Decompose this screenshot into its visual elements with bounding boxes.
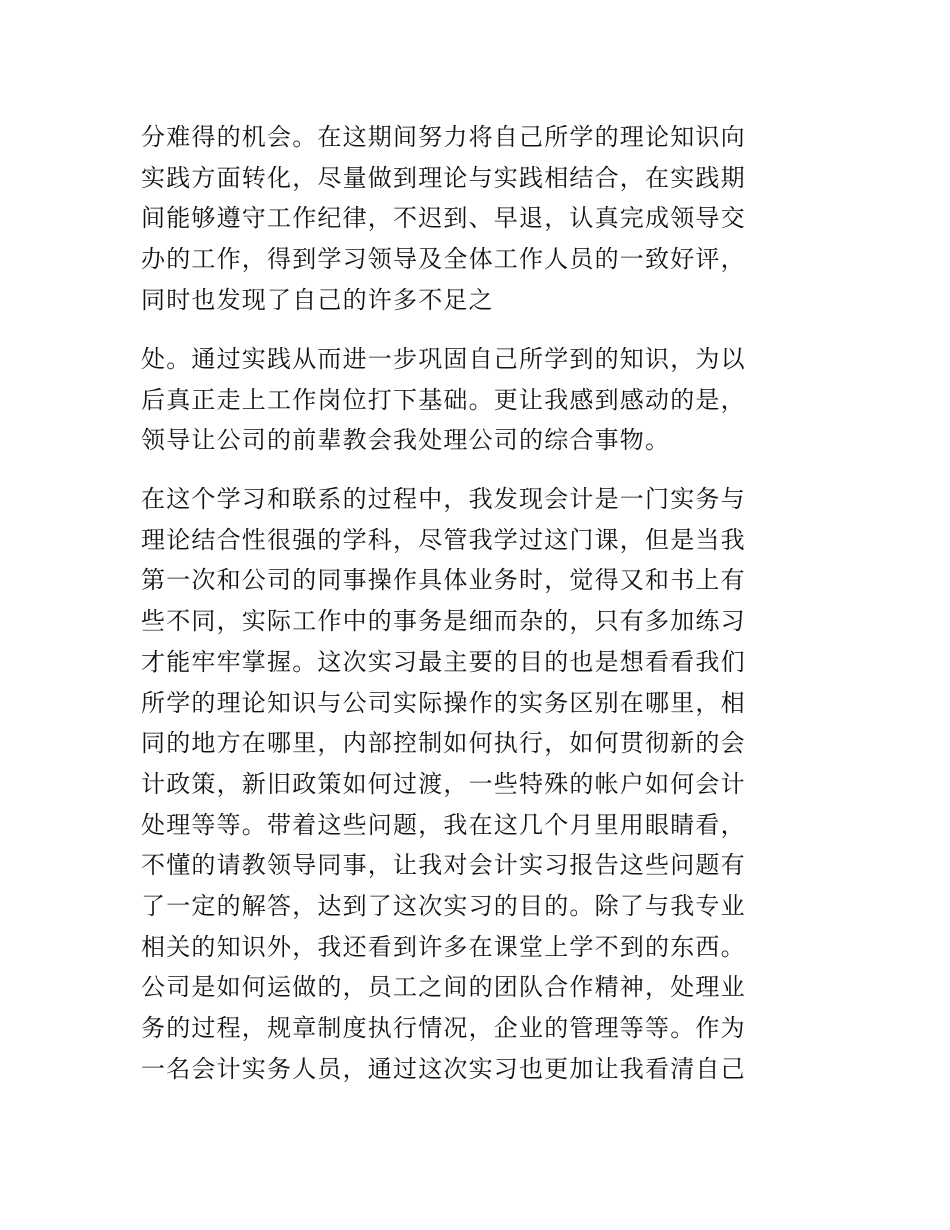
text-line: 同的地方在哪里，内部控制如何执行，如何贯彻新的会 (141, 729, 746, 758)
text-line: 计政策，新旧政策如何过渡，一些特殊的帐户如何会计 (141, 769, 746, 798)
paragraph (141, 339, 801, 461)
text-line: 公司是如何运做的，员工之间的团队合作精神，处理业 (141, 973, 746, 1002)
text-line: 在这个学习和联系的过程中，我发现会计是一门实务与 (141, 485, 746, 513)
text-line: 处。通过实践从而进一步巩固自己所学到的知识，为以 (141, 345, 746, 373)
paragraph (141, 479, 801, 1090)
text-line: 理论结合性很强的学科，尽管我学过这门课，但是当我 (141, 525, 746, 554)
text-line: 才能牢牢掌握。这次实习最主要的目的也是想看看我们 (141, 647, 746, 676)
text-line: 第一次和公司的同事操作具体业务时，觉得又和书上有 (141, 566, 746, 595)
text-line: 所学的理论知识与公司实际操作的实务区别在哪里，相 (141, 688, 746, 717)
text-line: 间能够遵守工作纪律，不迟到、早退，认真完成领导交 (141, 204, 746, 233)
text-line: 务的过程，规章制度执行情况，企业的管理等等。作为 (141, 1014, 746, 1043)
text-line: 分难得的机会。在这期间努力将自己所学的理论知识向 (141, 123, 746, 151)
text-line: 一名会计实务人员，通过这次实习也更加让我看清自己 (141, 1054, 746, 1083)
text-line: 领导让公司的前辈教会我处理公司的综合事物。 (141, 426, 671, 455)
text-line: 些不同，实际工作中的事务是细而杂的，只有多加练习 (141, 607, 746, 636)
paragraph (141, 117, 801, 321)
text-line: 了一定的解答，达到了这次实习的目的。除了与我专业 (141, 892, 746, 921)
text-line: 办的工作，得到学习领导及全体工作人员的一致好评， (141, 245, 746, 274)
text-line: 相关的知识外，我还看到许多在课堂上学不到的东西。 (141, 932, 746, 961)
text-line: 同时也发现了自己的许多不足之 (141, 285, 494, 314)
text-line: 后真正走上工作岗位打下基础。更让我感到感动的是， (141, 385, 746, 414)
text-line: 处理等等。带着这些问题，我在这几个月里用眼睛看， (141, 810, 746, 839)
text-line: 实践方面转化，尽量做到理论与实践相结合，在实践期 (141, 163, 746, 192)
text-line: 不懂的请教领导同事，让我对会计实习报告这些问题有 (141, 851, 746, 880)
